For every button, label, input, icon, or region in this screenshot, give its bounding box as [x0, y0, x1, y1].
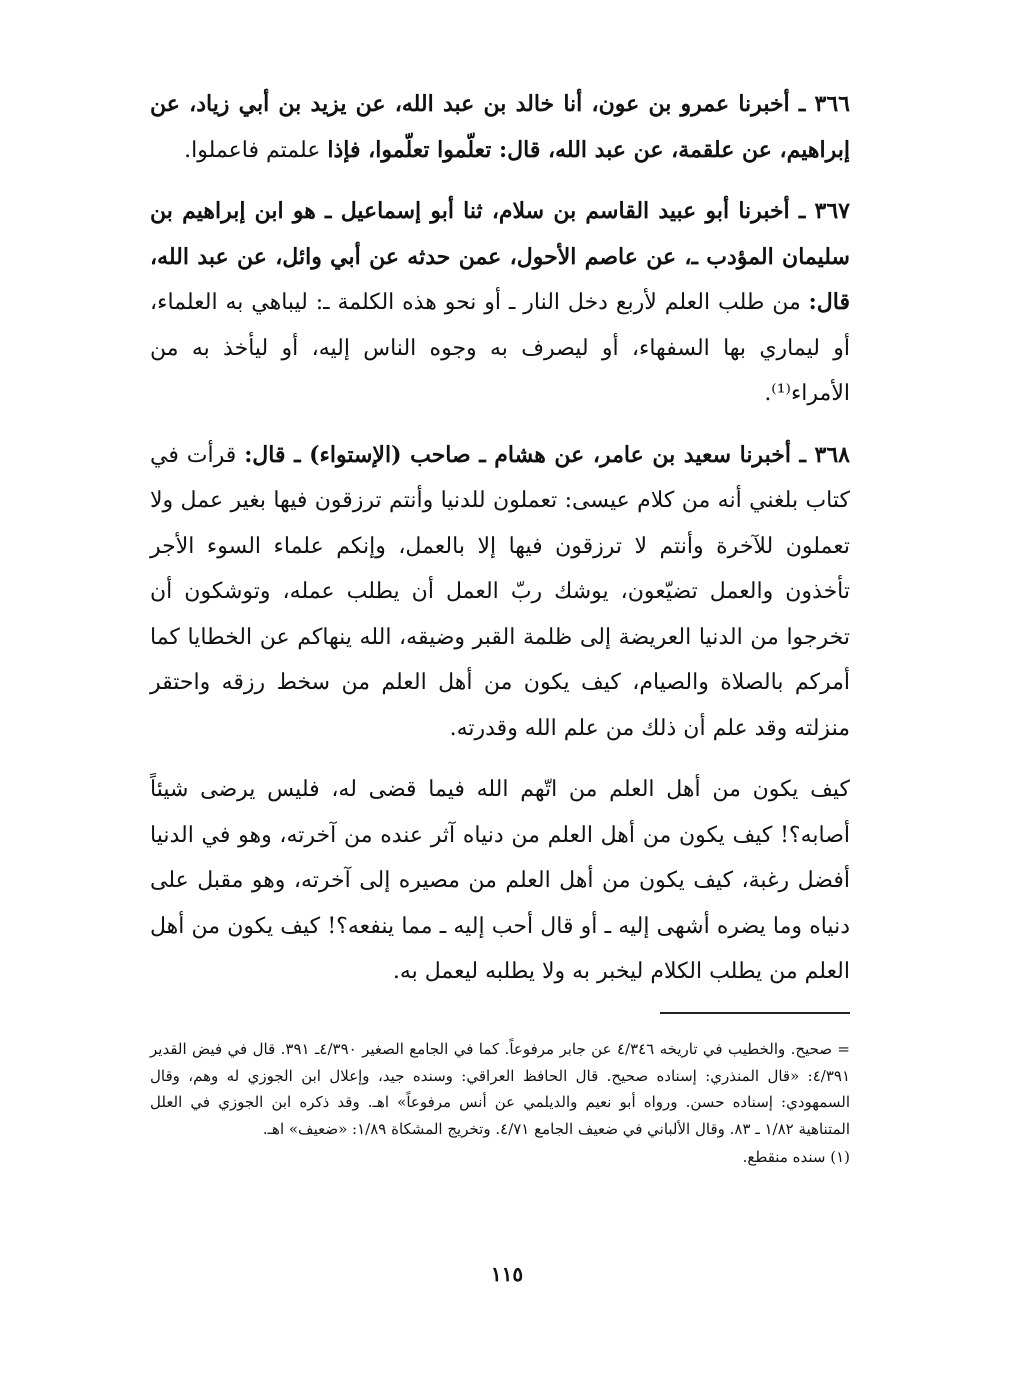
continuation-text: كيف يكون من أهل العلم من اتّهم الله فيما قضى له، فليس يرضى شيئاً أصابه؟! كيف يكون من أهل العلم من دنياه آثر عنده من آخرته، وهو في الدنيا أفضل رغبة، كيف يكون من أهل العلم من مصيره إلى آخرته، وهو مقبل على دنياه وما يضره أشهى إليه ـ أو قال أحب إليه ـ مما ينفعه؟! كيف يكون من أهل العلم من يطلب الكلام ليخبر به ولا يطلبه ليعمل به. [150, 777, 850, 984]
footnotes [150, 1036, 850, 1171]
footnote-continued: = صحيح. والخطيب في تاريخه ٤/٣٤٦ عن جابر مرفوعاً. كما في الجامع الصغير ٤/٣٩٠ـ ٣٩١. قال في فيض القدير ٤/٣٩١: «قال المنذري: إسناده صحيح. قال الحافظ العراقي: وسنده جيد، وإعلال ابن الجوزي له وهم، وقال السمهودي: إسناده حسن. ورواه أبو نعيم والديلمي عن أنس مرفوعاً» اهـ. وقد ذكره ابن الجوزي في العلل المتناهية ١/٨٢ ـ ٨٣. وقال الألباني في ضعيف الجامع ٤/٧١. وتخريج المشكاة ١/٨٩: «ضعيف» اهـ. [150, 1040, 850, 1138]
hadith-368 [150, 433, 850, 752]
hadith-368-continued [150, 767, 850, 995]
hadith-367 [150, 189, 850, 417]
isnad-367: ٣٦٧ ـ أخبرنا أبو عبيد القاسم بن سلام، ثنا أبو إسماعيل ـ هو ابن إبراهيم بن سليمان المؤدب ـ، عن عاصم الأحول، عمن حدثه عن أبي وائل، عن عبد الله، قال: [150, 198, 850, 315]
page-number: ١١٥ [490, 1262, 524, 1286]
isnad-368: ٣٦٨ ـ أخبرنا سعيد بن عامر، عن هشام ـ صاحب (الإستواء) ـ قال: [244, 441, 850, 468]
matn-367: من طلب العلم لأربع دخل النار ـ أو نحو هذه الكلمة ـ: ليباهي به العلماء، أو ليماري بها السفهاء، أو ليصرف به وجوه الناس إليه، أو ليأخذ به من الأمراء⁽¹⁾. [150, 290, 850, 406]
matn-368: قرأت في كتاب بلغني أنه من كلام عيسى: تعملون للدنيا وأنتم ترزقون فيها بغير عمل ولا تعملون للآخرة وأنتم لا ترزقون فيها إلا بالعمل، وإنكم علماء السوء الأجر تأخذون والعمل تضيّعون، يوشك ربّ العمل أن يطلب عمله، وتوشكون أن تخرجوا من الدنيا العريضة إلى ظلمة القبر وضيقه، الله ينهاكم عن الخطايا كما أمركم بالصلاة والصيام، كيف يكون من أهل العلم من سخط رزقه واحتقر منزلته وقد علم أن ذلك من علم الله وقدرته. [150, 442, 850, 741]
main-text [150, 82, 850, 995]
isnad-366: ٣٦٦ ـ أخبرنا عمرو بن عون، أنا خالد بن عبد الله، عن يزيد بن أبي زياد، عن إبراهيم، عن علقمة، عن عبد الله، قال: تعلّموا تعلّموا، فإذا [150, 91, 850, 163]
footnote-1: (١) سنده منقطع. [742, 1148, 850, 1166]
matn-366: علمتم فاعملوا. [184, 137, 328, 163]
hadith-366 [150, 82, 850, 173]
footnote-divider [660, 1012, 850, 1014]
